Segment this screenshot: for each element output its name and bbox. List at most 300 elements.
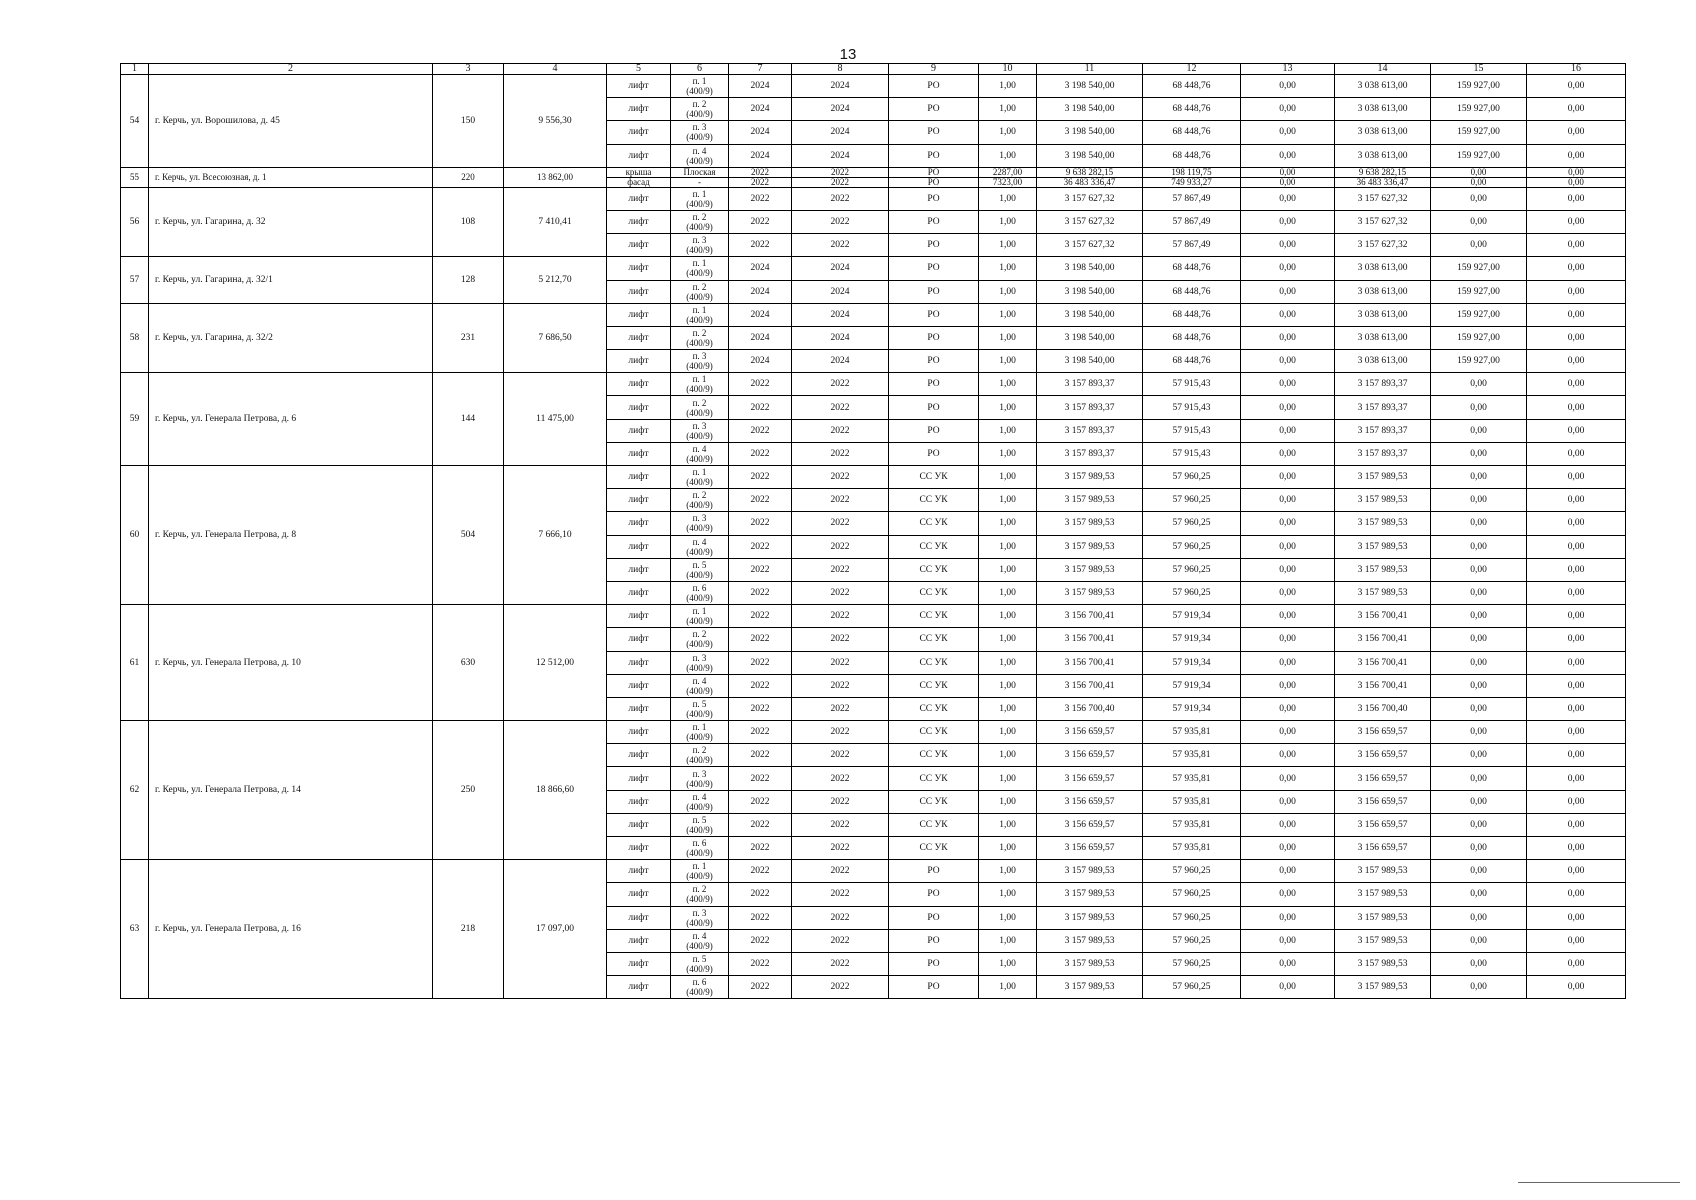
- year-start: 2022: [729, 396, 792, 419]
- year-end: 2024: [792, 326, 889, 349]
- fund-a: 0,00: [1241, 257, 1335, 280]
- funding: СС УК: [889, 721, 979, 744]
- fund-b: 3 038 613,00: [1335, 280, 1431, 303]
- unit: п. 3 (400/9): [671, 512, 729, 535]
- fund-a: 0,00: [1241, 535, 1335, 558]
- year-start: 2024: [729, 303, 792, 326]
- specific-cost: 57 960,25: [1143, 535, 1241, 558]
- year-start: 2024: [729, 280, 792, 303]
- page-number: 13: [839, 46, 857, 63]
- unit: -: [671, 177, 729, 187]
- fund-d: 0,00: [1527, 419, 1626, 442]
- column-header-8: 8: [792, 64, 889, 75]
- fund-a: 0,00: [1241, 651, 1335, 674]
- funding: РО: [889, 144, 979, 167]
- specific-cost: 57 935,81: [1143, 744, 1241, 767]
- total-cost: 3 198 540,00: [1037, 257, 1143, 280]
- specific-cost: 198 119,75: [1143, 167, 1241, 177]
- fund-a: 0,00: [1241, 210, 1335, 233]
- quantity: 1,00: [979, 350, 1037, 373]
- address-cell: г. Керчь, ул. Ворошилова, д. 45: [149, 75, 433, 168]
- footer-rule: [1518, 1182, 1680, 1183]
- year-end: 2022: [792, 628, 889, 651]
- column-header-6: 6: [671, 64, 729, 75]
- funding: РО: [889, 976, 979, 999]
- quantity: 1,00: [979, 721, 1037, 744]
- total-cost: 3 157 989,53: [1037, 952, 1143, 975]
- work-type: лифт: [607, 860, 671, 883]
- year-end: 2022: [792, 442, 889, 465]
- specific-cost: 68 448,76: [1143, 280, 1241, 303]
- column-header-9: 9: [889, 64, 979, 75]
- quantity: 1,00: [979, 419, 1037, 442]
- quantity: 1,00: [979, 581, 1037, 604]
- fund-d: 0,00: [1527, 767, 1626, 790]
- fund-a: 0,00: [1241, 813, 1335, 836]
- column-header-2: 2: [149, 64, 433, 75]
- unit: п. 3 (400/9): [671, 767, 729, 790]
- fund-c: 0,00: [1431, 976, 1527, 999]
- unit: Плоская: [671, 167, 729, 177]
- unit: п. 2 (400/9): [671, 280, 729, 303]
- funding: РО: [889, 396, 979, 419]
- total-cost: 3 157 627,32: [1037, 187, 1143, 210]
- building-area: 9 556,30: [504, 75, 607, 168]
- specific-cost: 57 935,81: [1143, 813, 1241, 836]
- work-type: лифт: [607, 144, 671, 167]
- total-cost: 3 157 893,37: [1037, 396, 1143, 419]
- unit: п. 1 (400/9): [671, 303, 729, 326]
- fund-c: 0,00: [1431, 234, 1527, 257]
- fund-b: 3 157 989,53: [1335, 466, 1431, 489]
- specific-cost: 57 960,25: [1143, 581, 1241, 604]
- fund-d: 0,00: [1527, 721, 1626, 744]
- table-row: [121, 721, 1626, 744]
- year-end: 2024: [792, 350, 889, 373]
- work-type: лифт: [607, 697, 671, 720]
- fund-b: 3 156 659,57: [1335, 837, 1431, 860]
- work-type: лифт: [607, 442, 671, 465]
- fund-a: 0,00: [1241, 373, 1335, 396]
- building-area: 7 666,10: [504, 466, 607, 605]
- funding: СС УК: [889, 744, 979, 767]
- specific-cost: 57 919,34: [1143, 605, 1241, 628]
- year-end: 2022: [792, 721, 889, 744]
- specific-cost: 57 960,25: [1143, 860, 1241, 883]
- unit: п. 1 (400/9): [671, 466, 729, 489]
- unit: п. 6 (400/9): [671, 837, 729, 860]
- specific-cost: 57 960,25: [1143, 883, 1241, 906]
- fund-a: 0,00: [1241, 883, 1335, 906]
- year-end: 2022: [792, 187, 889, 210]
- specific-cost: 57 915,43: [1143, 419, 1241, 442]
- year-start: 2022: [729, 906, 792, 929]
- work-type: лифт: [607, 674, 671, 697]
- unit: п. 6 (400/9): [671, 581, 729, 604]
- quantity: 1,00: [979, 883, 1037, 906]
- quantity: 1,00: [979, 697, 1037, 720]
- row-number: 61: [121, 605, 149, 721]
- fund-c: 0,00: [1431, 442, 1527, 465]
- year-end: 2022: [792, 929, 889, 952]
- address-cell: г. Керчь, ул. Гагарина, д. 32: [149, 187, 433, 257]
- unit: п. 1 (400/9): [671, 257, 729, 280]
- fund-b: 3 156 700,41: [1335, 651, 1431, 674]
- column-header-11: 11: [1037, 64, 1143, 75]
- table-row: [121, 187, 1626, 210]
- year-end: 2024: [792, 121, 889, 144]
- fund-c: 0,00: [1431, 558, 1527, 581]
- quantity: 1,00: [979, 489, 1037, 512]
- fund-a: 0,00: [1241, 121, 1335, 144]
- year-end: 2022: [792, 210, 889, 233]
- building-area: 13 862,00: [504, 167, 607, 187]
- quantity: 1,00: [979, 75, 1037, 98]
- apartments-count: 128: [433, 257, 504, 303]
- specific-cost: 57 935,81: [1143, 721, 1241, 744]
- fund-d: 0,00: [1527, 651, 1626, 674]
- fund-a: 0,00: [1241, 906, 1335, 929]
- fund-a: 0,00: [1241, 837, 1335, 860]
- year-end: 2022: [792, 535, 889, 558]
- unit: п. 3 (400/9): [671, 234, 729, 257]
- fund-b: 3 157 989,53: [1335, 906, 1431, 929]
- unit: п. 4 (400/9): [671, 674, 729, 697]
- quantity: 1,00: [979, 952, 1037, 975]
- work-type: фасад: [607, 177, 671, 187]
- year-start: 2024: [729, 144, 792, 167]
- fund-c: 0,00: [1431, 674, 1527, 697]
- table-row: [121, 373, 1626, 396]
- fund-b: 3 156 659,57: [1335, 813, 1431, 836]
- year-start: 2022: [729, 651, 792, 674]
- funding: РО: [889, 419, 979, 442]
- unit: п. 1 (400/9): [671, 860, 729, 883]
- column-header-15: 15: [1431, 64, 1527, 75]
- apartments-count: 231: [433, 303, 504, 373]
- year-start: 2022: [729, 790, 792, 813]
- funding: РО: [889, 75, 979, 98]
- year-end: 2022: [792, 952, 889, 975]
- work-type: лифт: [607, 837, 671, 860]
- fund-b: 3 038 613,00: [1335, 144, 1431, 167]
- column-header-13: 13: [1241, 64, 1335, 75]
- work-type: лифт: [607, 187, 671, 210]
- unit: п. 4 (400/9): [671, 929, 729, 952]
- specific-cost: 57 935,81: [1143, 837, 1241, 860]
- specific-cost: 57 915,43: [1143, 373, 1241, 396]
- work-type: лифт: [607, 350, 671, 373]
- total-cost: 3 198 540,00: [1037, 121, 1143, 144]
- year-end: 2024: [792, 303, 889, 326]
- year-start: 2022: [729, 442, 792, 465]
- year-start: 2022: [729, 744, 792, 767]
- funding: РО: [889, 257, 979, 280]
- year-end: 2022: [792, 419, 889, 442]
- year-end: 2024: [792, 280, 889, 303]
- funding: РО: [889, 883, 979, 906]
- funding: СС УК: [889, 837, 979, 860]
- year-end: 2022: [792, 837, 889, 860]
- work-type: лифт: [607, 303, 671, 326]
- quantity: 1,00: [979, 744, 1037, 767]
- unit: п. 3 (400/9): [671, 419, 729, 442]
- fund-c: 0,00: [1431, 373, 1527, 396]
- year-start: 2022: [729, 581, 792, 604]
- specific-cost: 68 448,76: [1143, 98, 1241, 121]
- table-body: [121, 75, 1626, 999]
- unit: п. 2 (400/9): [671, 210, 729, 233]
- fund-d: 0,00: [1527, 605, 1626, 628]
- building-area: 7 686,50: [504, 303, 607, 373]
- quantity: 1,00: [979, 813, 1037, 836]
- fund-a: 0,00: [1241, 721, 1335, 744]
- year-start: 2024: [729, 350, 792, 373]
- work-type: лифт: [607, 929, 671, 952]
- unit: п. 4 (400/9): [671, 442, 729, 465]
- work-type: лифт: [607, 326, 671, 349]
- apartments-count: 630: [433, 605, 504, 721]
- funding: СС УК: [889, 628, 979, 651]
- specific-cost: 57 919,34: [1143, 674, 1241, 697]
- work-type: лифт: [607, 744, 671, 767]
- fund-b: 3 156 700,41: [1335, 674, 1431, 697]
- year-end: 2024: [792, 98, 889, 121]
- total-cost: 3 157 989,53: [1037, 581, 1143, 604]
- table-row: [121, 303, 1626, 326]
- year-end: 2024: [792, 257, 889, 280]
- total-cost: 3 156 700,41: [1037, 651, 1143, 674]
- total-cost: 3 156 659,57: [1037, 744, 1143, 767]
- column-header-3: 3: [433, 64, 504, 75]
- apartments-count: 220: [433, 167, 504, 187]
- fund-c: 159 927,00: [1431, 144, 1527, 167]
- funding: РО: [889, 210, 979, 233]
- fund-a: 0,00: [1241, 144, 1335, 167]
- quantity: 1,00: [979, 326, 1037, 349]
- unit: п. 3 (400/9): [671, 651, 729, 674]
- fund-b: 3 156 700,40: [1335, 697, 1431, 720]
- fund-b: 3 157 893,37: [1335, 419, 1431, 442]
- building-area: 12 512,00: [504, 605, 607, 721]
- total-cost: 3 198 540,00: [1037, 280, 1143, 303]
- fund-d: 0,00: [1527, 790, 1626, 813]
- fund-d: 0,00: [1527, 906, 1626, 929]
- fund-a: 0,00: [1241, 167, 1335, 177]
- total-cost: 3 156 700,40: [1037, 697, 1143, 720]
- fund-d: 0,00: [1527, 167, 1626, 177]
- total-cost: 3 198 540,00: [1037, 75, 1143, 98]
- funding: РО: [889, 167, 979, 177]
- funding: СС УК: [889, 605, 979, 628]
- total-cost: 3 198 540,00: [1037, 326, 1143, 349]
- funding: РО: [889, 952, 979, 975]
- fund-a: 0,00: [1241, 605, 1335, 628]
- fund-a: 0,00: [1241, 512, 1335, 535]
- year-end: 2022: [792, 697, 889, 720]
- work-type: лифт: [607, 121, 671, 144]
- year-end: 2022: [792, 860, 889, 883]
- fund-b: 3 038 613,00: [1335, 75, 1431, 98]
- fund-d: 0,00: [1527, 373, 1626, 396]
- fund-b: 3 157 893,37: [1335, 442, 1431, 465]
- fund-c: 0,00: [1431, 837, 1527, 860]
- fund-a: 0,00: [1241, 952, 1335, 975]
- fund-b: 3 156 700,41: [1335, 628, 1431, 651]
- work-type: лифт: [607, 605, 671, 628]
- fund-a: 0,00: [1241, 280, 1335, 303]
- fund-a: 0,00: [1241, 350, 1335, 373]
- fund-c: 0,00: [1431, 860, 1527, 883]
- apartments-count: 218: [433, 860, 504, 999]
- total-cost: 3 156 659,57: [1037, 767, 1143, 790]
- year-start: 2022: [729, 952, 792, 975]
- apartments-count: 150: [433, 75, 504, 168]
- fund-d: 0,00: [1527, 326, 1626, 349]
- fund-c: 159 927,00: [1431, 326, 1527, 349]
- address-cell: г. Керчь, ул. Генерала Петрова, д. 6: [149, 373, 433, 466]
- quantity: 1,00: [979, 303, 1037, 326]
- funding: СС УК: [889, 535, 979, 558]
- year-end: 2022: [792, 581, 889, 604]
- specific-cost: 68 448,76: [1143, 326, 1241, 349]
- total-cost: 3 157 989,53: [1037, 558, 1143, 581]
- fund-b: 3 157 627,32: [1335, 210, 1431, 233]
- fund-d: 0,00: [1527, 744, 1626, 767]
- fund-b: 3 157 989,53: [1335, 581, 1431, 604]
- funding: РО: [889, 187, 979, 210]
- fund-a: 0,00: [1241, 860, 1335, 883]
- fund-b: 3 038 613,00: [1335, 326, 1431, 349]
- table-row: [121, 167, 1626, 177]
- fund-d: 0,00: [1527, 187, 1626, 210]
- quantity: 1,00: [979, 976, 1037, 999]
- fund-b: 3 157 989,53: [1335, 489, 1431, 512]
- specific-cost: 68 448,76: [1143, 350, 1241, 373]
- work-type: лифт: [607, 257, 671, 280]
- fund-c: 0,00: [1431, 419, 1527, 442]
- funding: СС УК: [889, 813, 979, 836]
- fund-a: 0,00: [1241, 442, 1335, 465]
- fund-c: 0,00: [1431, 466, 1527, 489]
- fund-a: 0,00: [1241, 790, 1335, 813]
- unit: п. 5 (400/9): [671, 558, 729, 581]
- specific-cost: 57 960,25: [1143, 466, 1241, 489]
- year-end: 2024: [792, 144, 889, 167]
- fund-a: 0,00: [1241, 326, 1335, 349]
- fund-d: 0,00: [1527, 489, 1626, 512]
- fund-b: 3 038 613,00: [1335, 98, 1431, 121]
- work-type: лифт: [607, 396, 671, 419]
- fund-c: 0,00: [1431, 396, 1527, 419]
- fund-d: 0,00: [1527, 813, 1626, 836]
- unit: п. 5 (400/9): [671, 697, 729, 720]
- quantity: 1,00: [979, 605, 1037, 628]
- funding: РО: [889, 234, 979, 257]
- year-start: 2022: [729, 674, 792, 697]
- funding: РО: [889, 326, 979, 349]
- unit: п. 3 (400/9): [671, 121, 729, 144]
- address-cell: г. Керчь, ул. Гагарина, д. 32/1: [149, 257, 433, 303]
- year-start: 2022: [729, 373, 792, 396]
- quantity: 1,00: [979, 512, 1037, 535]
- fund-a: 0,00: [1241, 489, 1335, 512]
- fund-b: 3 157 989,53: [1335, 883, 1431, 906]
- fund-c: 0,00: [1431, 581, 1527, 604]
- year-start: 2024: [729, 75, 792, 98]
- funding: СС УК: [889, 790, 979, 813]
- fund-a: 0,00: [1241, 674, 1335, 697]
- quantity: 1,00: [979, 187, 1037, 210]
- column-header-5: 5: [607, 64, 671, 75]
- unit: п. 2 (400/9): [671, 744, 729, 767]
- fund-d: 0,00: [1527, 628, 1626, 651]
- fund-b: 3 038 613,00: [1335, 121, 1431, 144]
- specific-cost: 68 448,76: [1143, 75, 1241, 98]
- specific-cost: 57 960,25: [1143, 929, 1241, 952]
- fund-a: 0,00: [1241, 697, 1335, 720]
- year-start: 2022: [729, 767, 792, 790]
- total-cost: 3 156 700,41: [1037, 605, 1143, 628]
- fund-d: 0,00: [1527, 234, 1626, 257]
- specific-cost: 68 448,76: [1143, 257, 1241, 280]
- year-start: 2022: [729, 860, 792, 883]
- fund-a: 0,00: [1241, 177, 1335, 187]
- fund-d: 0,00: [1527, 280, 1626, 303]
- year-end: 2024: [792, 75, 889, 98]
- table-row: [121, 605, 1626, 628]
- year-start: 2022: [729, 489, 792, 512]
- year-end: 2022: [792, 976, 889, 999]
- unit: п. 5 (400/9): [671, 813, 729, 836]
- fund-a: 0,00: [1241, 75, 1335, 98]
- year-start: 2022: [729, 177, 792, 187]
- work-type: лифт: [607, 581, 671, 604]
- fund-c: 159 927,00: [1431, 75, 1527, 98]
- fund-b: 36 483 336,47: [1335, 177, 1431, 187]
- unit: п. 2 (400/9): [671, 628, 729, 651]
- work-type: лифт: [607, 98, 671, 121]
- funding: СС УК: [889, 558, 979, 581]
- year-start: 2022: [729, 813, 792, 836]
- year-end: 2022: [792, 813, 889, 836]
- total-cost: 3 157 989,53: [1037, 906, 1143, 929]
- fund-d: 0,00: [1527, 442, 1626, 465]
- specific-cost: 57 919,34: [1143, 697, 1241, 720]
- total-cost: 3 198 540,00: [1037, 144, 1143, 167]
- year-start: 2022: [729, 837, 792, 860]
- total-cost: 3 156 659,57: [1037, 721, 1143, 744]
- address-cell: г. Керчь, ул. Генерала Петрова, д. 8: [149, 466, 433, 605]
- fund-d: 0,00: [1527, 121, 1626, 144]
- fund-c: 0,00: [1431, 489, 1527, 512]
- work-type: лифт: [607, 976, 671, 999]
- total-cost: 3 157 989,53: [1037, 512, 1143, 535]
- year-start: 2024: [729, 121, 792, 144]
- total-cost: 3 157 893,37: [1037, 373, 1143, 396]
- quantity: 1,00: [979, 234, 1037, 257]
- address-cell: г. Керчь, ул. Генерала Петрова, д. 16: [149, 860, 433, 999]
- apartments-count: 144: [433, 373, 504, 466]
- table-row: [121, 860, 1626, 883]
- year-end: 2022: [792, 558, 889, 581]
- address-cell: г. Керчь, ул. Всесоюзная, д. 1: [149, 167, 433, 187]
- fund-c: 0,00: [1431, 167, 1527, 177]
- work-type: лифт: [607, 210, 671, 233]
- year-end: 2022: [792, 234, 889, 257]
- year-end: 2022: [792, 489, 889, 512]
- specific-cost: 68 448,76: [1143, 121, 1241, 144]
